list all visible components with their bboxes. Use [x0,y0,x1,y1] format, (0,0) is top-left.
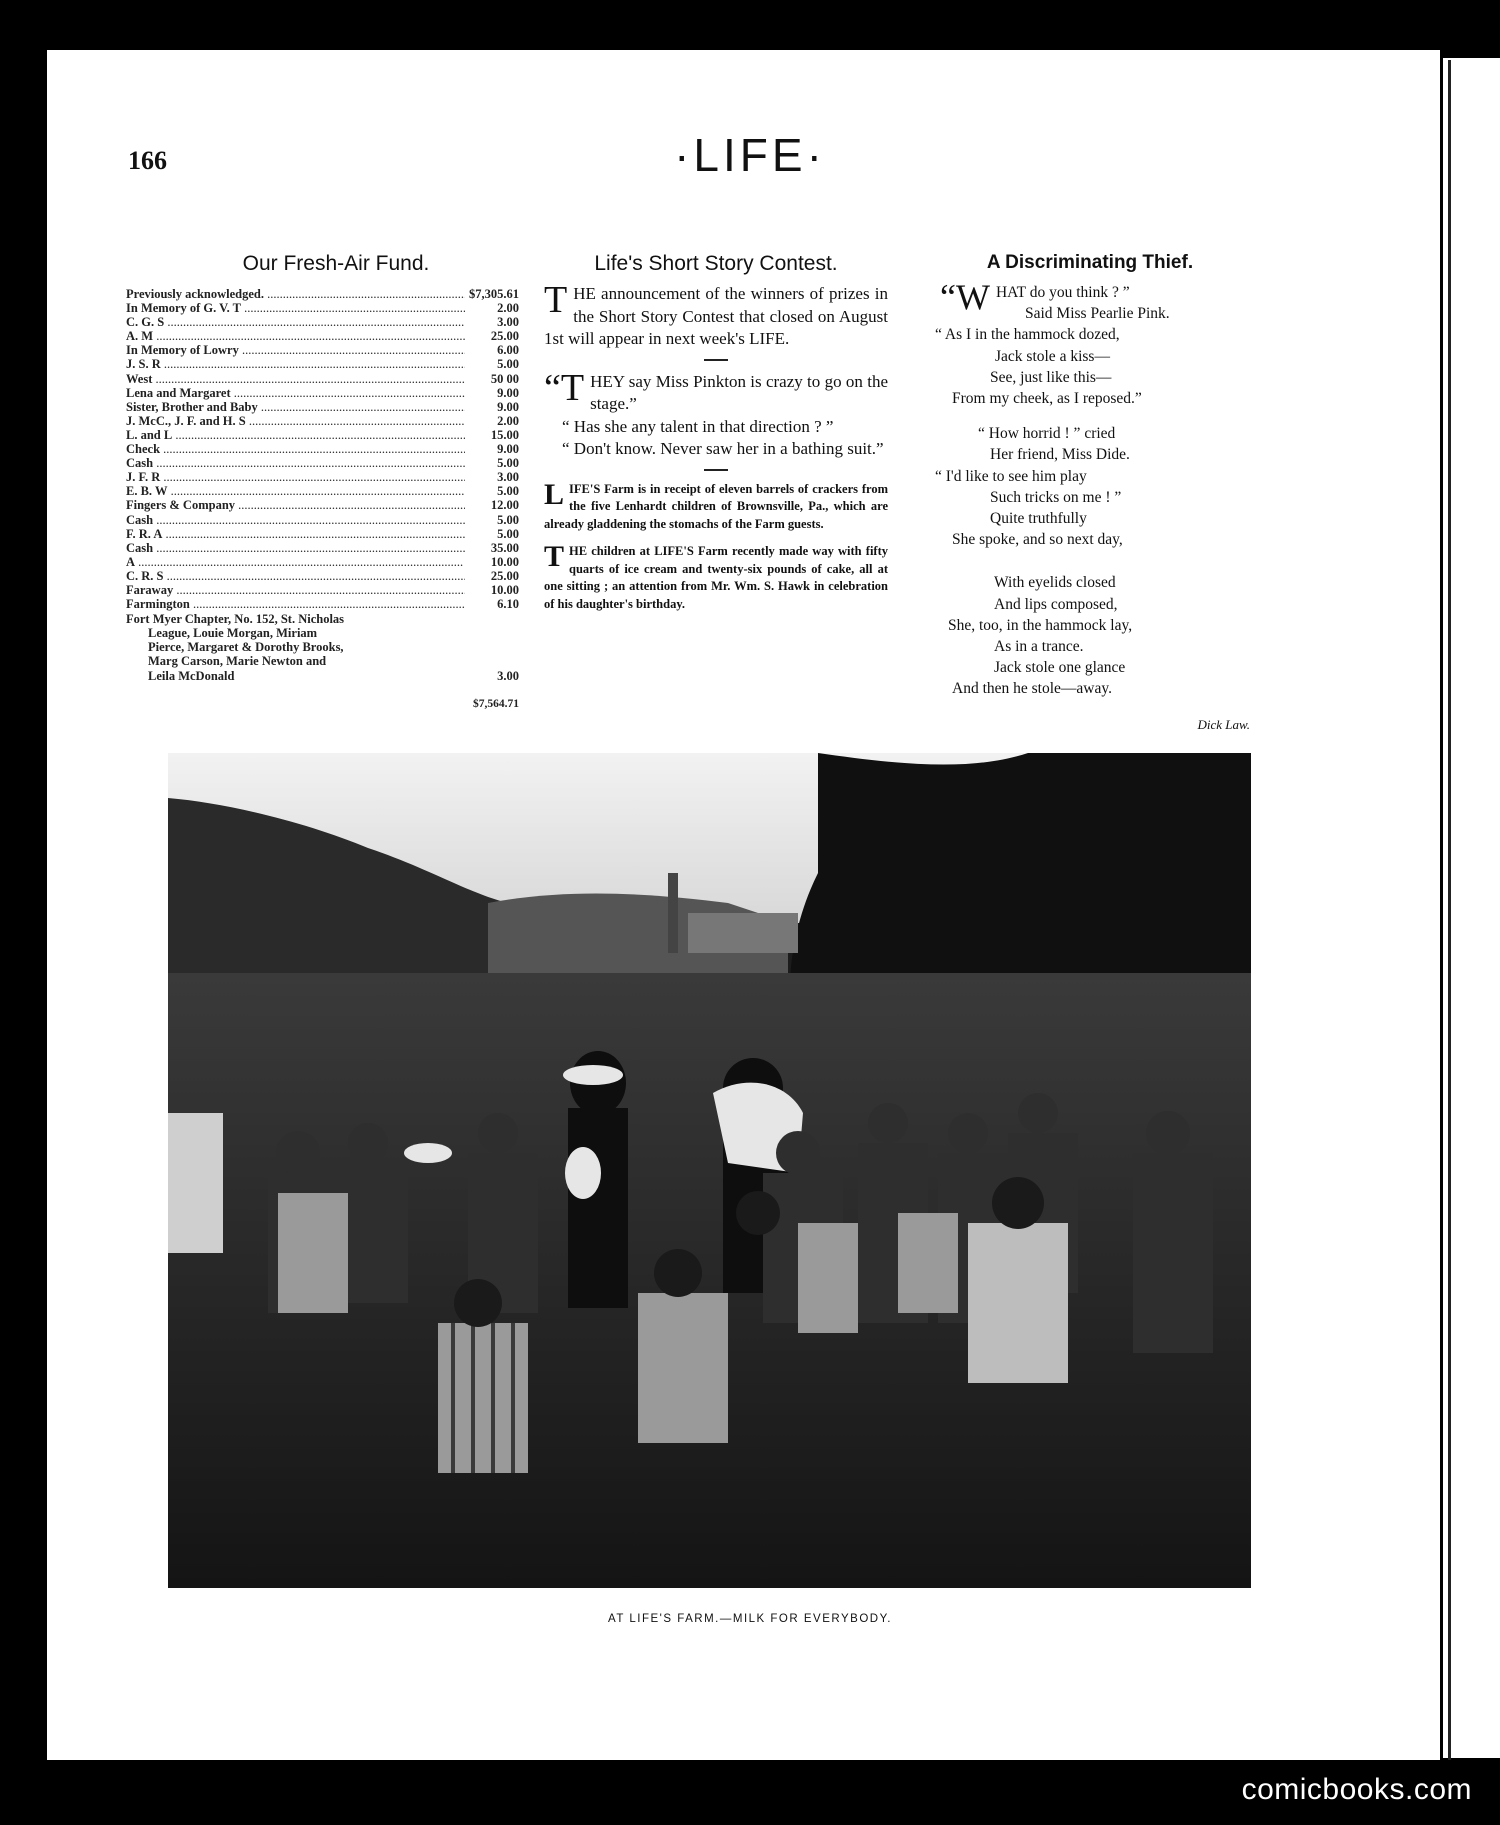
poem-line: And then he stole—away. [952,680,1112,698]
poem-line: See, just like this— [990,368,1112,386]
poem-line: Such tricks on me ! ” [990,488,1122,506]
fund-entry [126,400,519,414]
joke-line: “ Has she any talent in that direction ? ” [562,416,834,436]
poem-stanza [930,572,1250,699]
drop-cap: L [544,477,565,511]
fund-entry [126,357,519,371]
fund-entry-amount: 35.00 [490,540,519,555]
fund-entry [126,386,519,400]
poem-line: And lips composed, [994,595,1118,613]
fund-entry-name: Cash ..... [126,456,465,470]
poem-line: Jack stole a kiss— [995,347,1110,365]
poem-line: “ How horrid ! ” cried [978,425,1116,443]
fund-entry-amount: 9.00 [497,442,519,457]
fund-entry-name: C. G. S ..... [126,315,465,329]
fund-chapter-line: Leila McDonald [148,668,235,683]
fund-entry-amount: 2.00 [497,413,519,428]
fund-entry-amount: 5.00 [497,357,519,372]
poem-stanza [930,277,1250,409]
fund-entry-name: L. and L ..... [126,428,465,442]
fund-entry-amount: 9.00 [497,385,519,400]
drop-cap: “T [544,366,585,409]
photo-illustration [168,753,1251,1588]
fund-entry-amount: 9.00 [497,399,519,414]
fund-entry [126,498,519,512]
contest-column [544,279,888,613]
fund-title: Our Fresh-Air Fund. [242,252,430,275]
poem-title: A Discriminating Thief. [986,252,1194,273]
fund-entry-amount: 5.00 [497,526,519,541]
fund-entry-name: Sister, Brother and Baby ..... [126,400,465,414]
fund-entry-name: A. M ..... [126,329,465,343]
fund-entry-amount: 3.00 [497,315,519,330]
fund-entry-amount: 10.00 [490,582,519,597]
poem-body [930,277,1250,735]
poem-line: “ As I in the hammock dozed, [935,326,1120,344]
hat [563,1065,623,1085]
poem-stanza [930,423,1250,550]
joke-line: “ Don't know. Never saw her in a bathing suit.” [562,439,884,458]
fund-chapter-line: Pierce, Margaret & Dorothy Brooks, [148,640,344,655]
fund-entry [126,484,519,498]
fund-entry [126,513,519,527]
section-divider [704,469,728,471]
fund-chapter-entry [126,612,519,682]
fund-entry-name: Check ..... [126,442,465,456]
fund-entry [126,541,519,555]
fund-entry [126,315,519,329]
contest-paragraph: THE announcement of the winners of prizes in the Short Story Contest that closed on August 1st will appear in next week's LIFE. [544,279,888,348]
fund-entry-name: Lena and Margaret ..... [126,386,465,400]
fund-entry-name: In Memory of Lowry ..... [126,343,465,357]
farm-note: THE children at LIFE'S Farm recently made way with fifty quarts of ice cream and twenty-six pounds of cake, all at one sitting ; an attention from Mr. Wm. S. Hawk in celebration of his daughter's birthday. [544,540,888,611]
fund-chapter-line: Marg Carson, Marie Newton and [148,654,327,669]
fund-entry-name: C. R. S ..... [126,569,465,583]
fund-entry-amount: 5.00 [497,456,519,471]
fund-entry [126,456,519,470]
fund-entry [126,301,519,315]
next-page-edge [1443,58,1500,1758]
drop-cap: “W [940,277,990,317]
fund-entry-name: Cash ..... [126,513,465,527]
fund-entry [126,414,519,428]
boy-in-suspenders [968,1223,1068,1383]
fund-entry [126,329,519,343]
fund-entry-amount: 50 00 [490,371,519,386]
fund-entry-name: West ..... [126,372,465,386]
fund-entry-amount: 12.00 [490,498,519,513]
fund-entry [126,428,519,442]
site-watermark: comicbooks.com [1241,1773,1472,1806]
fund-entry-name: Faraway ..... [126,583,465,597]
fund-entry-name: J. McC., J. F. and H. S ..... [126,414,465,428]
poem-author: Dick Law. [1197,716,1250,732]
fund-chapter-amount: 3.00 [497,668,519,683]
fund-entry [126,583,519,597]
drop-cap: T [544,279,568,321]
poem-line: From my cheek, as I reposed.” [952,390,1142,408]
fund-chapter-line: Fort Myer Chapter, No. 152, St. Nicholas [126,612,345,627]
drop-cap: T [544,540,565,573]
fund-entry-name: J. S. R ..... [126,357,465,371]
fund-entry-name: E. B. W ..... [126,484,465,498]
fund-entry-amount: 5.00 [497,484,519,499]
poem-line: She spoke, and so next day, [952,531,1123,549]
fund-entry-amount: 25.00 [490,329,519,344]
fund-entry-amount: 5.00 [497,512,519,527]
fund-entry-name: In Memory of G. V. T ..... [126,301,465,315]
fund-entry-name: Cash ..... [126,541,465,555]
poem-line: Her friend, Miss Dide. [990,446,1130,464]
poem-line: With eyelids closed [994,574,1116,592]
fund-entry [126,555,519,569]
fund-entry-name: A ..... [126,555,465,569]
farm-note: LIFE'S Farm is in receipt of eleven barrels of crackers from the five Lenhardt children of Brownsville, Pa., which are already gladdening the stomachs of the Farm guests. [544,477,888,531]
poem-line: She, too, in the hammock lay, [948,616,1133,634]
photo-caption: AT LIFE'S FARM.—MILK FOR EVERYBODY. [608,1613,892,1625]
page-gutter-line [1448,60,1451,1760]
fund-entry-amount: 6.10 [497,597,519,612]
fund-entry-name: Farmington ..... [126,597,465,611]
poem-line: Quite truthfully [990,510,1087,528]
poem-line: HAT do you think ? ” [995,284,1130,301]
poem-line: “ I'd like to see him play [935,467,1087,485]
fund-entry [126,287,519,301]
poem-line: Jack stole one glance [994,659,1126,677]
masthead-title: ·LIFE· [674,129,826,181]
fund-entry-amount: 25.00 [490,568,519,583]
fund-entry [126,569,519,583]
fund-entry-name: Previously acknowledged. ..... [126,287,465,301]
fund-entry [126,442,519,456]
joke-paragraph: “T HEY say Miss Pinkton is crazy to go on the stage.” [544,366,888,413]
section-divider [704,359,728,361]
fund-entry-amount: 6.00 [497,343,519,358]
chimney [668,873,678,953]
fund-entry [126,527,519,541]
poem-line: Said Miss Pearlie Pink. [1025,305,1170,323]
fund-entry-name: Fingers & Company ..... [126,498,465,512]
fund-entry-amount: 2.00 [497,301,519,316]
fund-entry-amount: 3.00 [497,470,519,485]
fund-chapter-line: League, Louie Morgan, Miriam [148,626,318,641]
fund-entry-name: J. F. R ..... [126,470,465,484]
poem-line: As in a trance. [994,638,1084,656]
fund-entry [126,597,519,611]
contest-title: Life's Short Story Contest. [594,252,838,275]
fund-entry [126,372,519,386]
fund-entry-name: F. R. A ..... [126,527,465,541]
fund-total: $7,564.71 [473,697,519,710]
fund-entry-amount: $7,305.61 [469,287,519,301]
fund-entry-amount: 15.00 [490,427,519,442]
milk-pitcher [565,1147,601,1199]
fund-entry [126,343,519,357]
fund-list [126,287,519,711]
fund-entry [126,470,519,484]
fund-entry-amount: 10.00 [490,554,519,569]
farm-photograph [168,753,1251,1588]
farm-building [688,913,798,953]
page-number: 166 [128,146,167,175]
